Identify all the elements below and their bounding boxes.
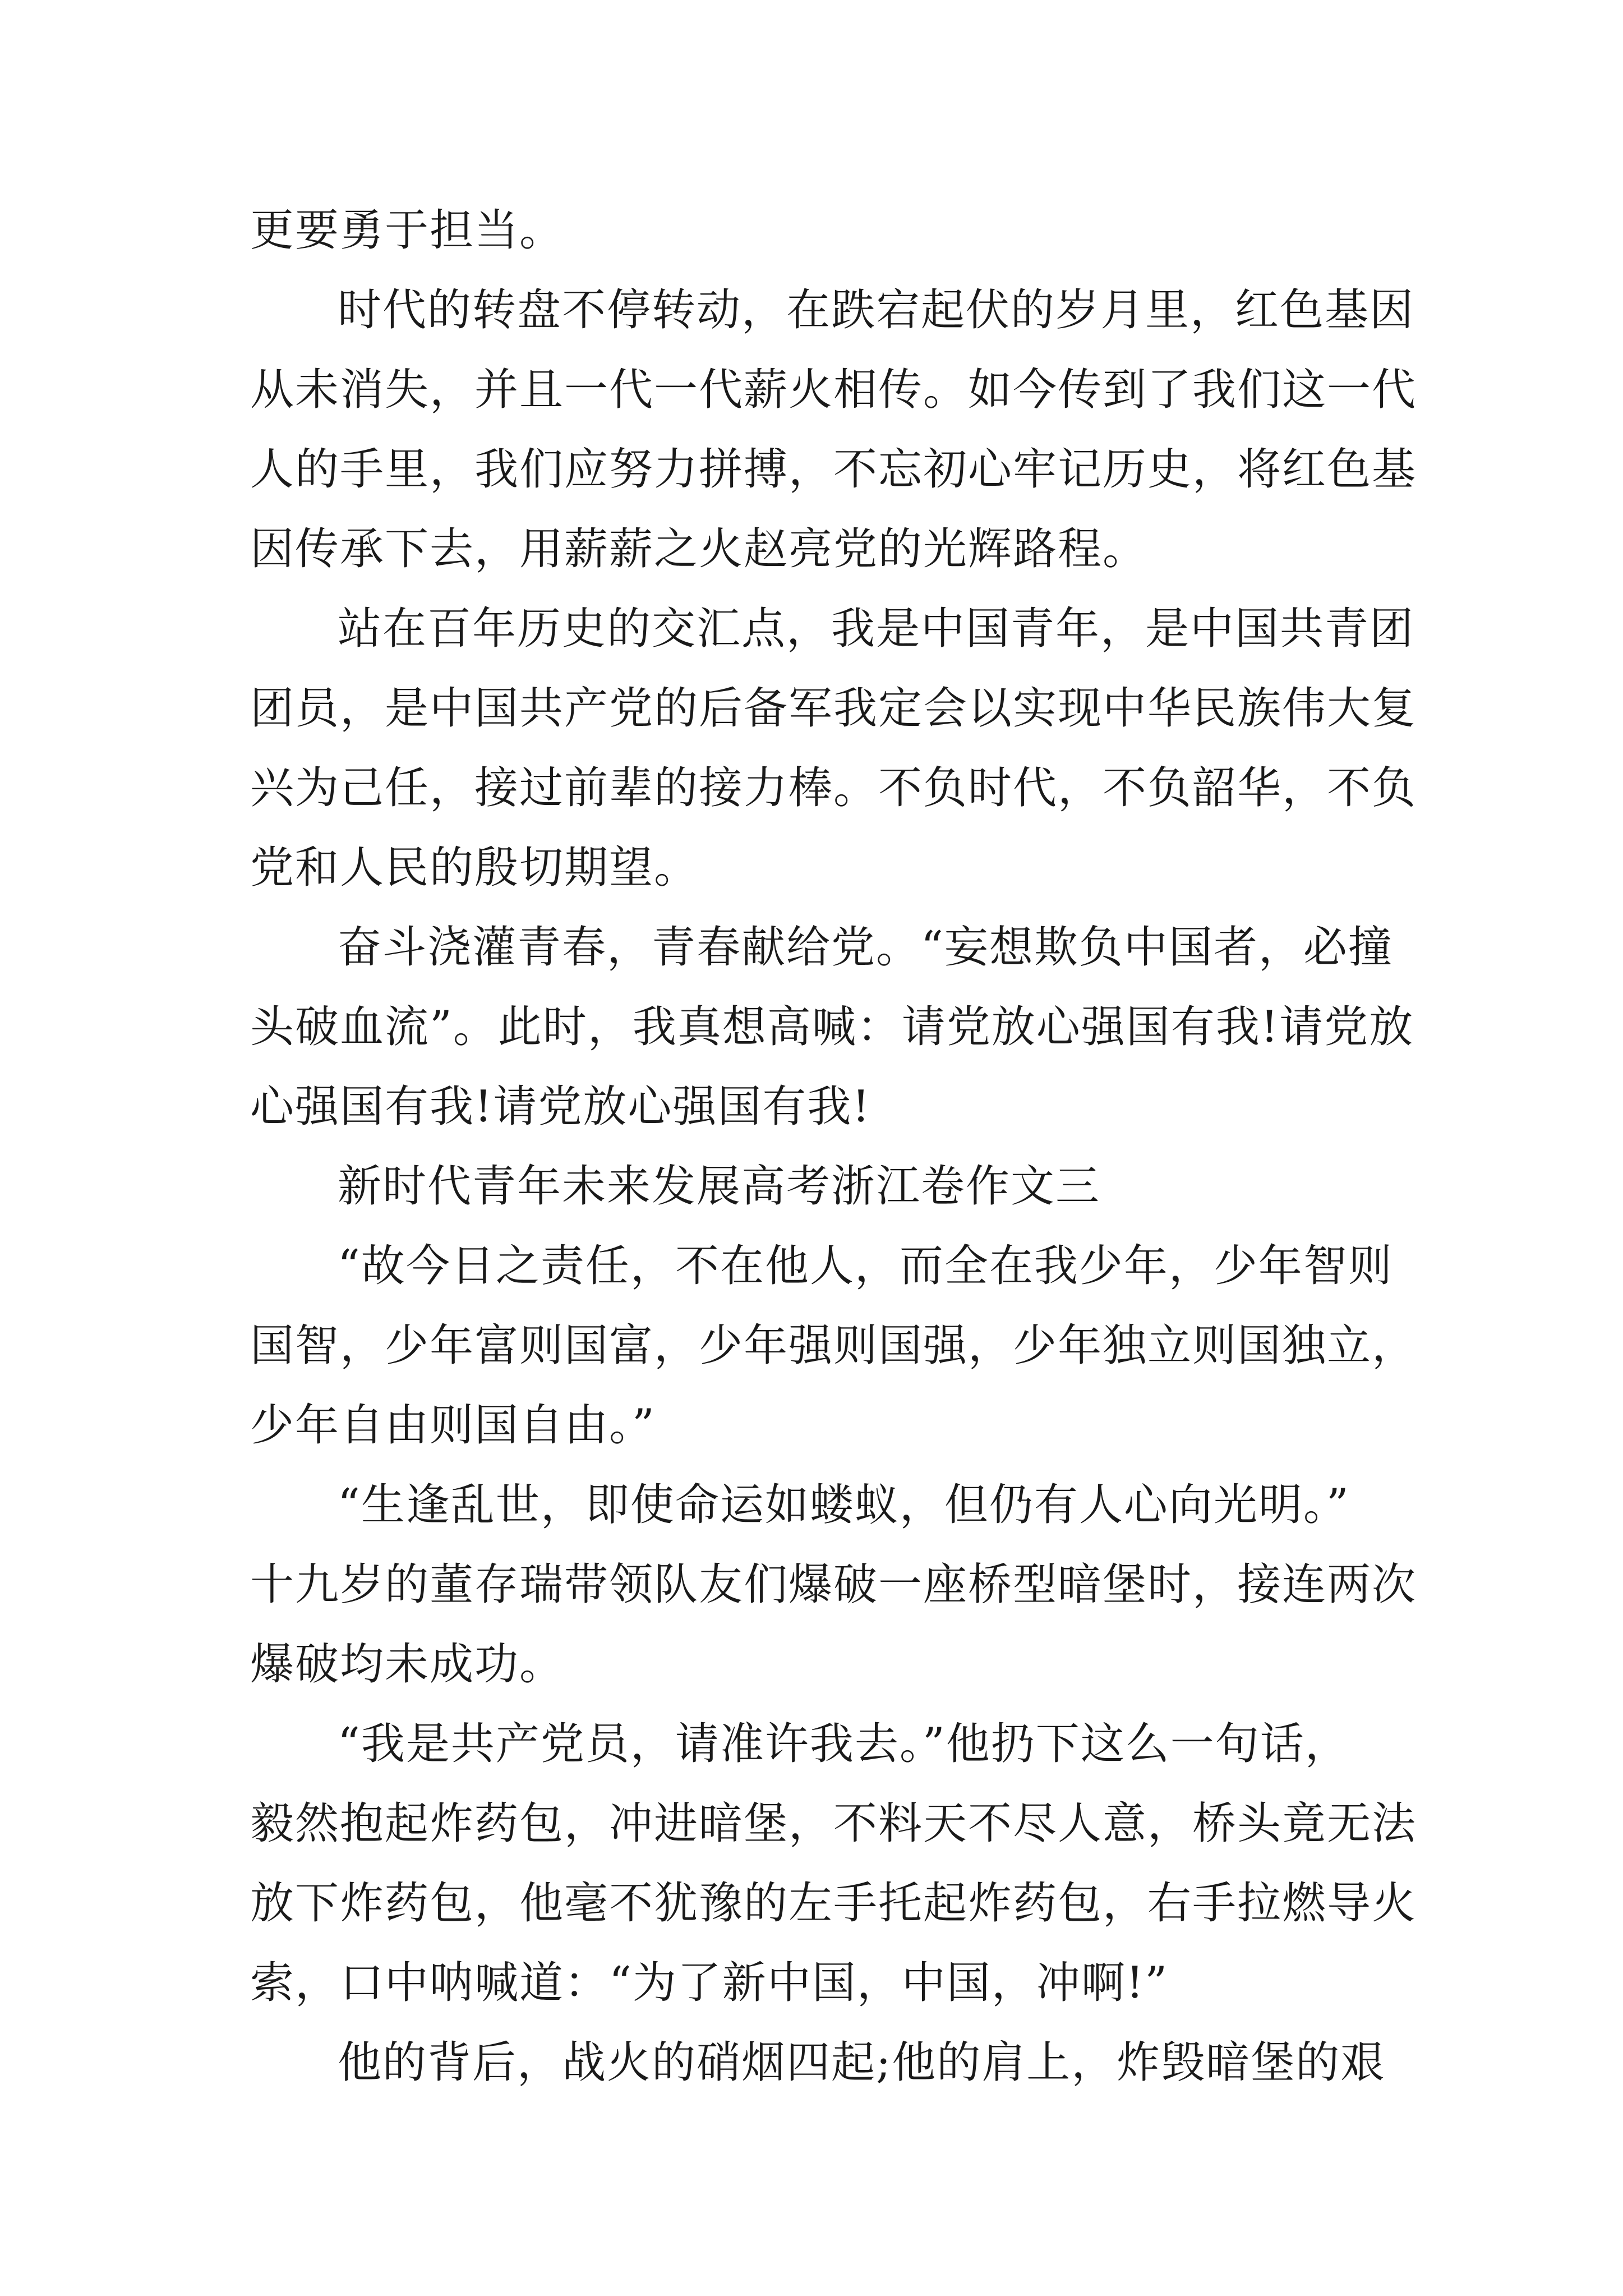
- section-heading: 新时代青年未来发展高考浙江卷作文三: [338, 1161, 1101, 1212]
- text-line: 党和人民的殷切期望。: [250, 843, 699, 893]
- text-line: 兴为己任，接过前辈的接力棒。不负时代，不负韶华，不负: [250, 763, 1417, 813]
- text-line: 爆破均未成功。: [250, 1639, 565, 1690]
- text-line: 少年自由则国自由。”: [250, 1400, 656, 1451]
- text-line: 索，口中呐喊道：“为了新中国，中国，冲啊!”: [250, 1958, 1169, 2008]
- text-line: “故今日之责任，不在他人，而全在我少年，少年智则: [338, 1241, 1393, 1291]
- text-line: 站在百年历史的交汇点，我是中国青年，是中国共青团: [338, 604, 1415, 654]
- text-line: “我是共产党员，请准许我去。”他扔下这么一句话，: [338, 1719, 1350, 1769]
- text-line: 团员，是中国共产党的后备军我定会以实现中华民族伟大复: [250, 683, 1417, 734]
- document-body: [250, 191, 1417, 2102]
- text-line: 他的背后，战火的硝烟四起;他的肩上，炸毁暗堡的艰: [338, 2037, 1386, 2088]
- text-line: 人的手里，我们应努力拼搏，不忘初心牢记历史，将红色基: [250, 444, 1417, 495]
- text-line: 十九岁的董存瑞带领队友们爆破一座桥型暗堡时，接连两次: [250, 1559, 1417, 1610]
- text-line: 因传承下去，用薪薪之火赵亮党的光辉路程。: [250, 524, 1148, 574]
- text-line: 时代的转盘不停转动，在跌宕起伏的岁月里，红色基因: [338, 285, 1415, 335]
- text-line: 更要勇于担当。: [250, 205, 565, 256]
- text-line: 从未消失，并且一代一代薪火相传。如今传到了我们这一代: [250, 365, 1417, 415]
- text-line: 毅然抱起炸药包，冲进暗堡，不料天不尽人意，桥头竟无法: [250, 1798, 1417, 1849]
- text-line: 头破血流”。此时，我真想高喊：请党放心强国有我!请党放: [250, 1002, 1414, 1052]
- text-line: 奋斗浇灌青春，青春献给党。“妄想欺负中国者，必撞: [338, 922, 1393, 973]
- text-line: 心强国有我!请党放心强国有我!: [250, 1082, 871, 1132]
- text-line: 国智，少年富则国富，少年强则国强，少年独立则国独立，: [250, 1320, 1417, 1371]
- text-line: “生逢乱世，即使命运如蝼蚁，但仍有人心向光明。”: [338, 1480, 1350, 1530]
- text-line: 放下炸药包，他毫不犹豫的左手托起炸药包，右手拉燃导火: [250, 1878, 1417, 1929]
